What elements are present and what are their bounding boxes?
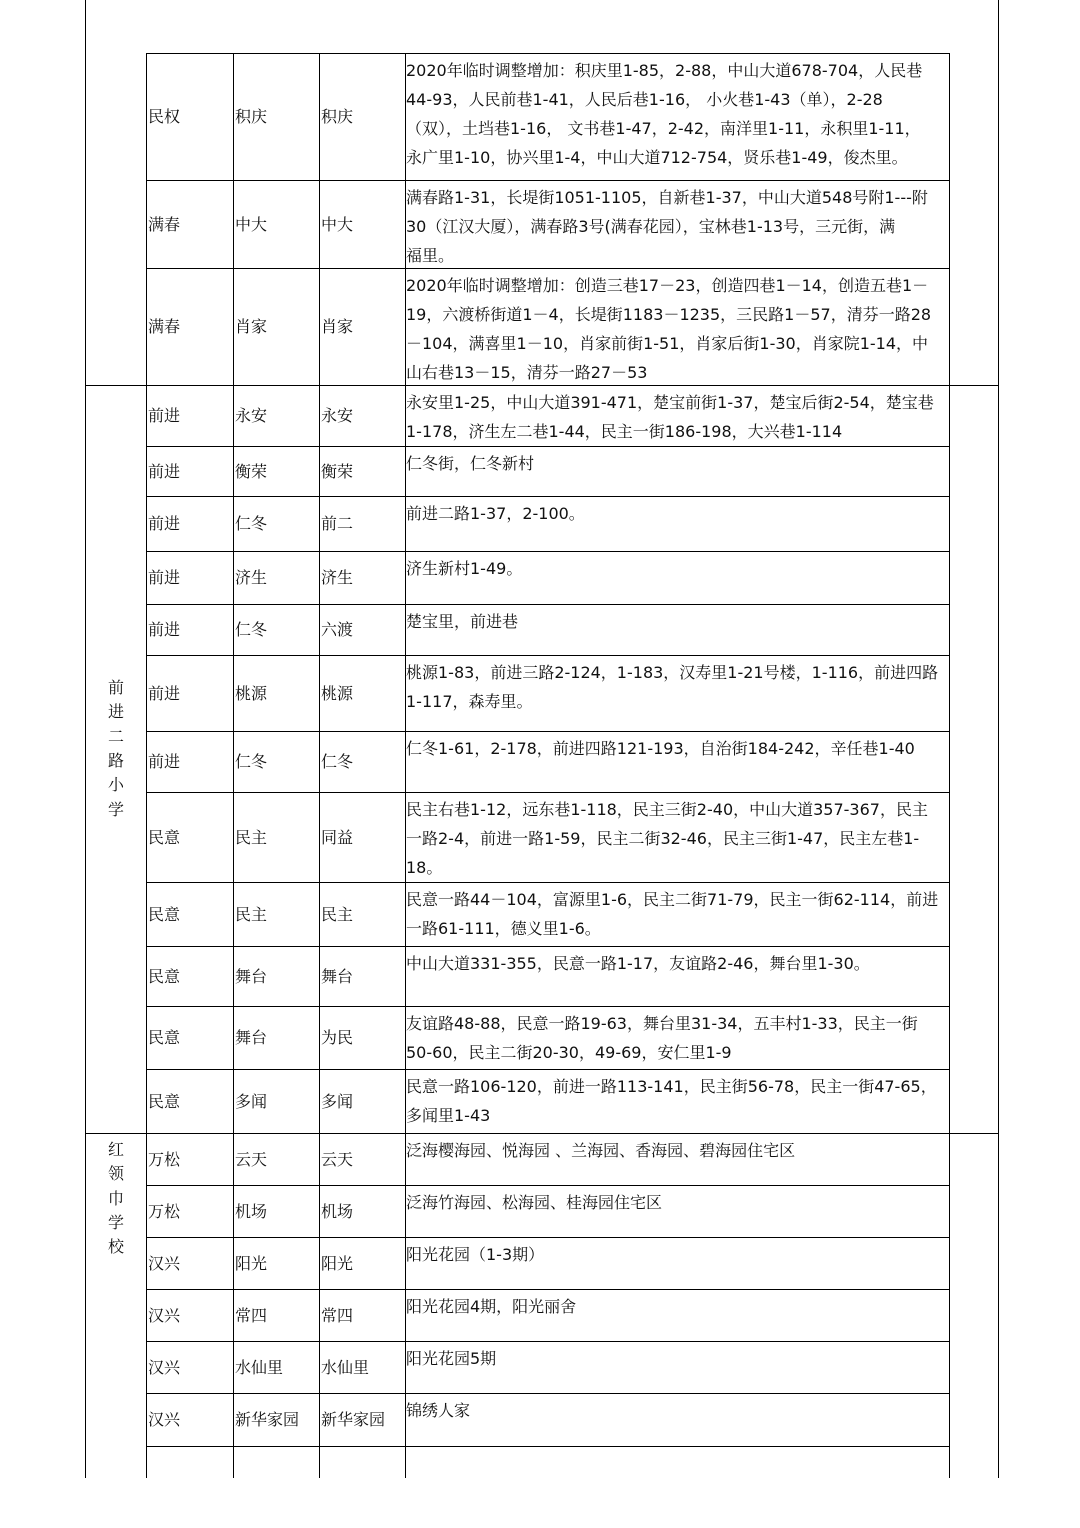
address-line: 阳光花园4期，阳光丽舍 (406, 1297, 577, 1316)
street-cell: 前进 (148, 406, 181, 425)
district-cell: 云天 (321, 1149, 354, 1169)
address-line: 永安里1-25，中山大道391-471，楚宝前街1-37，楚宝后街2-54，楚宝巷 (406, 393, 934, 412)
community-cell: 永安 (235, 406, 268, 425)
community-cell: 多闻 (235, 1091, 268, 1111)
column-divider (319, 53, 320, 1478)
school-name-char: 小 (107, 775, 124, 795)
community-cell: 云天 (235, 1149, 268, 1169)
street-cell: 满春 (148, 214, 181, 234)
community-cell: 桃源 (235, 683, 268, 703)
row-divider (146, 1006, 950, 1007)
district-cell: 永安 (321, 406, 354, 425)
address-line: 1-117，森寿里。 (406, 692, 533, 711)
district-cell: 六渡 (321, 620, 354, 639)
street-cell: 前进 (148, 620, 181, 639)
district-cell: 为民 (321, 1028, 354, 1047)
row-divider (146, 268, 950, 269)
address-line: 阳光花园5期 (406, 1349, 497, 1368)
address-line: 50-60，民主二街20-30，49-69，安仁里1-9 (406, 1043, 732, 1062)
community-cell: 中大 (235, 214, 268, 234)
school-name-char: 领 (107, 1164, 124, 1184)
street-cell: 汉兴 (148, 1357, 181, 1377)
address-line: 泛海竹海园、松海园、桂海园住宅区 (406, 1193, 663, 1212)
row-divider (146, 882, 950, 883)
address-line: 满春路1-31，长堤街1051-1105，自新巷1-37，中山大道548号附1---附 (406, 188, 928, 207)
school-name-char: 学 (107, 799, 124, 819)
row-divider (146, 1341, 950, 1342)
address-line: 阳光花园（1-3期） (406, 1245, 545, 1264)
group-divider (85, 1133, 999, 1134)
address-line: 1-178，济生左二巷1-44，民主一街186-198，大兴巷1-114 (406, 422, 843, 441)
street-cell: 汉兴 (148, 1253, 181, 1273)
street-cell: 民意 (148, 827, 181, 847)
row-divider (146, 1237, 950, 1238)
district-cell: 阳光 (321, 1253, 354, 1273)
address-line: 友谊路48-88，民意一路19-63，舞台里31-34，五丰村1-33，民主一街 (406, 1014, 918, 1033)
address-line: 18。 (406, 858, 443, 877)
street-cell: 前进 (148, 752, 181, 771)
school-name-char: 校 (107, 1237, 124, 1257)
community-cell: 民主 (235, 904, 268, 924)
school-name-char: 进 (107, 702, 124, 722)
community-cell: 舞台 (235, 966, 268, 986)
address-line: 仁冬街，仁冬新村 (406, 454, 535, 473)
school-name-char: 二 (107, 726, 124, 746)
street-cell: 前进 (148, 568, 181, 587)
district-cell: 中大 (321, 214, 354, 234)
district-cell: 衡荣 (321, 461, 354, 481)
school-name-char: 前 (107, 678, 124, 697)
row-divider (146, 446, 950, 447)
street-cell: 民意 (148, 904, 181, 924)
address-line: 多闻里1-43 (406, 1106, 491, 1125)
district-cell: 多闻 (321, 1091, 354, 1111)
district-cell: 济生 (321, 568, 354, 587)
row-divider (146, 53, 950, 54)
address-line: 民意一路44－104，富源里1-6，民主二街71-79，民主一街62-114，前进 (406, 890, 939, 909)
street-cell: 民意 (148, 1028, 181, 1047)
community-cell: 仁冬 (235, 752, 268, 771)
street-cell: 万松 (148, 1201, 181, 1221)
address-line: 福里。 (406, 246, 455, 265)
street-cell: 前进 (148, 514, 181, 533)
district-cell: 常四 (321, 1305, 354, 1325)
community-cell: 水仙里 (235, 1357, 284, 1377)
community-cell: 机场 (235, 1201, 268, 1221)
school-name-char: 路 (107, 750, 124, 770)
school-name-char: 学 (107, 1212, 124, 1232)
row-divider (146, 1446, 950, 1447)
address-line: 2020年临时调整增加：创造三巷17－23，创造四巷1－14，创造五巷1－ (406, 276, 929, 295)
address-line: 济生新村1-49。 (406, 559, 523, 578)
community-cell: 肖家 (235, 317, 268, 336)
street-cell: 前进 (148, 461, 181, 481)
table-border-right (998, 0, 999, 1478)
address-line: 仁冬1-61，2-178，前进四路121-193，自治街184-242，辛任巷1-40 (406, 739, 915, 758)
community-cell: 民主 (235, 827, 268, 847)
street-cell: 民权 (148, 107, 181, 126)
row-divider (146, 946, 950, 947)
column-divider (949, 53, 950, 1478)
street-cell: 民意 (148, 966, 181, 986)
district-cell: 肖家 (321, 317, 354, 336)
community-cell: 衡荣 (235, 461, 268, 481)
school-name-char: 巾 (107, 1188, 124, 1208)
address-line: 永广里1-10，协兴里1-4，中山大道712-754，贤乐巷1-49，俊杰里。 (406, 148, 908, 167)
street-cell: 万松 (148, 1149, 181, 1169)
address-line: 民主右巷1-12，远东巷1-118，民主三街2-40，中山大道357-367，民主 (406, 800, 928, 819)
district-cell: 前二 (321, 514, 354, 533)
address-line: 44-93，人民前巷1-41，人民后巷1-16， 小火巷1-43（单），2-28 (406, 90, 883, 109)
address-line: 民意一路106-120，前进一路113-141，民主街56-78，民主一街47-65， (406, 1077, 937, 1096)
community-cell: 济生 (235, 568, 268, 587)
address-line: 19，六渡桥街道1－4，长堤街1183－1235，三民路1－57，清芬一路28 (406, 305, 932, 324)
row-divider (146, 655, 950, 656)
district-cell: 水仙里 (321, 1357, 370, 1377)
street-cell: 汉兴 (148, 1410, 181, 1429)
address-line: 锦绣人家 (406, 1401, 471, 1420)
district-cell: 桃源 (321, 683, 354, 703)
address-line: 中山大道331-355，民意一路1-17，友谊路2-46，舞台里1-30。 (406, 954, 870, 973)
address-line: 桃源1-83，前进三路2-124，1-183，汉寿里1-21号楼，1-116，前进四路 (406, 663, 939, 682)
row-divider (146, 1393, 950, 1394)
district-cell: 同益 (321, 827, 354, 847)
district-cell: 积庆 (321, 107, 354, 126)
address-line: 30（江汉大厦），满春路3号(满春花园），宝林巷1-13号，三元街，满 (406, 217, 896, 236)
school-name-char: 红 (107, 1140, 124, 1159)
street-cell: 民意 (148, 1091, 181, 1111)
table-border-left (85, 0, 86, 1478)
street-cell: 满春 (148, 317, 181, 336)
district-cell: 新华家园 (321, 1410, 386, 1429)
community-cell: 仁冬 (235, 620, 268, 639)
column-divider (233, 53, 234, 1478)
community-cell: 积庆 (235, 107, 268, 126)
street-cell: 前进 (148, 683, 181, 703)
district-cell: 仁冬 (321, 752, 354, 771)
address-line: 泛海樱海园、悦海园 、兰海园、香海园、碧海园住宅区 (406, 1141, 796, 1160)
district-cell: 舞台 (321, 966, 354, 986)
row-divider (146, 792, 950, 793)
address-line: 2020年临时调整增加：积庆里1-85，2-88，中山大道678-704，人民巷 (406, 61, 923, 80)
community-cell: 阳光 (235, 1253, 268, 1273)
address-line: 一路2-4，前进一路1-59，民主二街32-46，民主三街1-47，民主左巷1- (406, 829, 920, 848)
community-cell: 舞台 (235, 1028, 268, 1047)
address-line: 山右巷13－15，清芬一路27－53 (406, 363, 648, 382)
row-divider (146, 496, 950, 497)
row-divider (146, 1069, 950, 1070)
row-divider (146, 1185, 950, 1186)
row-divider (146, 604, 950, 605)
district-cell: 机场 (321, 1201, 354, 1221)
address-line: 楚宝里，前进巷 (406, 612, 519, 631)
row-divider (146, 1289, 950, 1290)
community-cell: 仁冬 (235, 514, 268, 533)
row-divider (146, 551, 950, 552)
column-divider (146, 53, 147, 1478)
address-line: 前进二路1-37，2-100。 (406, 504, 585, 523)
community-cell: 常四 (235, 1305, 268, 1325)
district-cell: 民主 (321, 904, 354, 924)
row-divider (146, 731, 950, 732)
community-cell: 新华家园 (235, 1410, 300, 1429)
address-line: －104，满喜里1－10，肖家前街1-51，肖家后街1-30，肖家院1-14，中 (406, 334, 929, 353)
address-line: 一路61-111，德义里1-6。 (406, 919, 601, 938)
row-divider (146, 180, 950, 181)
address-line: （双），土垱巷1-16， 文书巷1-47，2-42，南洋里1-11，永积里1-11， (406, 119, 921, 138)
street-cell: 汉兴 (148, 1305, 181, 1325)
